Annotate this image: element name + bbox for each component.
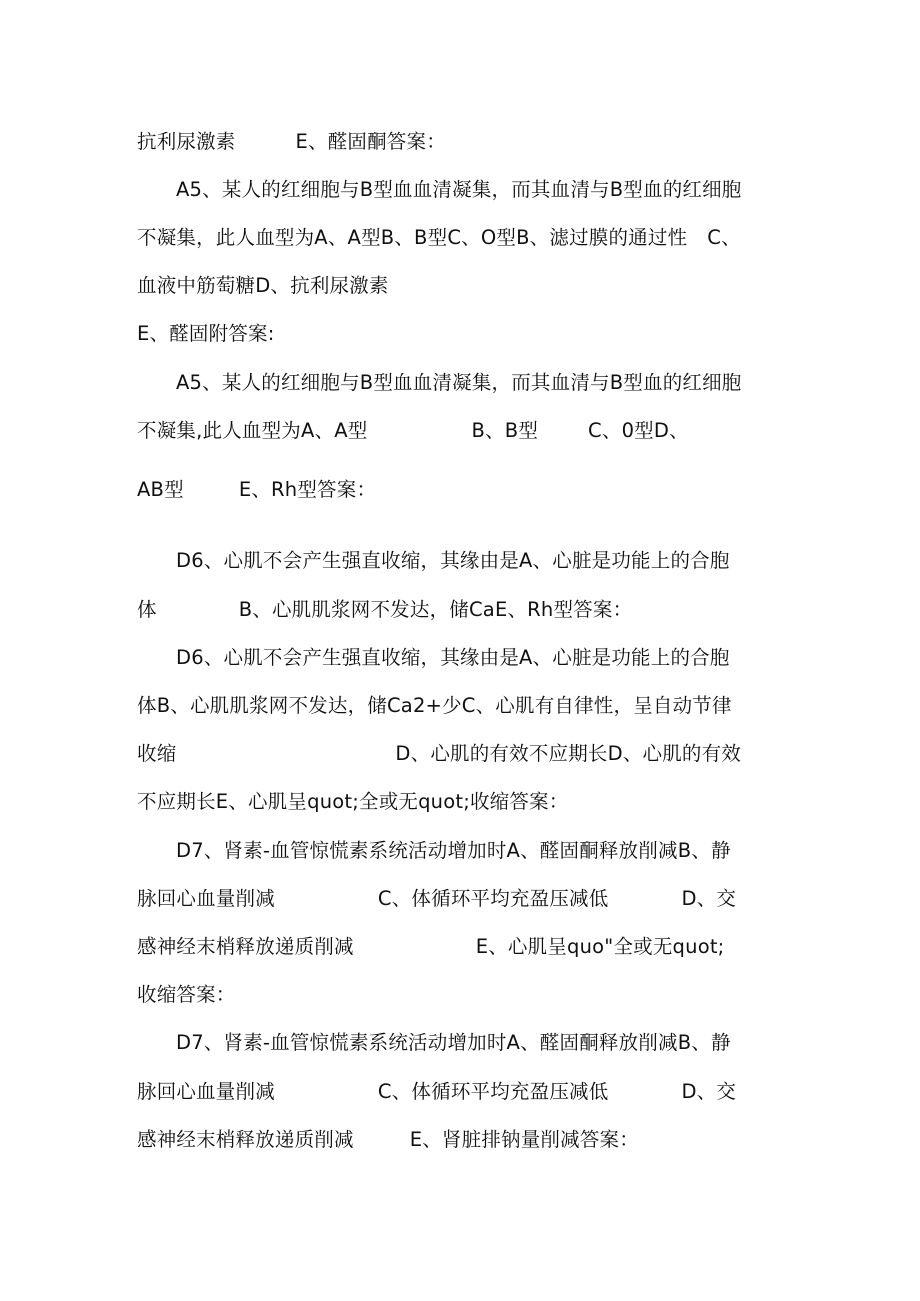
- text-line: [176, 176, 742, 204]
- text-segment: D6、心肌不会产生强直收缩，其缘由是A、心脏是功能上的合胞: [176, 646, 730, 669]
- text-segment: 血液中筋萄糖D、抗利尿激素: [137, 274, 389, 297]
- text-segment: 收缩: [137, 742, 177, 765]
- text-segment: E、醛固酮答案：: [295, 130, 446, 153]
- text-segment: D、交: [681, 1080, 737, 1103]
- text-segment: E、肾脏排钠量削减答案：: [409, 1128, 639, 1151]
- text-segment: 体B、心肌肌浆网不发达，储Ca2+少C、心肌有自律性，呈自动节律: [137, 694, 732, 717]
- text-line: [137, 788, 569, 816]
- text-segment: C、体循环平均充盈压减低: [377, 1080, 609, 1103]
- text-segment: C、0型D、: [588, 419, 689, 442]
- text-segment: D、心肌的有效不应期长D、心肌的有效: [395, 742, 742, 765]
- text-line: [137, 885, 736, 913]
- text-segment: D7、肾素-血管惊慌素系统活动增加时A、醛固酮释放削减B、静: [176, 839, 731, 862]
- text-segment: A5、某人的红细胞与B型血血清凝集，而其血清与B型血的红细胞: [176, 178, 742, 201]
- text-line: [137, 272, 389, 300]
- text-line: [176, 369, 742, 397]
- text-segment: 不凝集,此人血型为A、A型: [137, 419, 368, 442]
- text-segment: C、体循环平均充盈压减低: [377, 887, 609, 910]
- text-line: [176, 1029, 731, 1057]
- text-segment: C、: [707, 226, 741, 249]
- text-line: [137, 476, 376, 504]
- text-segment: D、交: [681, 887, 737, 910]
- text-segment: 感神经末梢释放递质削减: [137, 1128, 354, 1151]
- text-segment: D7、肾素-血管惊慌素系统活动增加时A、醛固酮释放削减B、静: [176, 1031, 731, 1054]
- text-segment: AB型: [137, 478, 184, 501]
- text-segment: A5、某人的红细胞与B型血血清凝集，而其血清与B型血的红细胞: [176, 371, 742, 394]
- text-line: [176, 837, 731, 865]
- text-line: [176, 547, 730, 575]
- text-segment: E、Rh型答案：: [238, 478, 377, 501]
- text-segment: B、心肌肌浆网不发达，储CaE、Rh型答案：: [238, 598, 633, 621]
- text-line: [137, 933, 724, 961]
- text-segment: B、B型: [471, 419, 539, 442]
- text-line: [137, 740, 741, 768]
- text-line: [137, 692, 732, 720]
- text-line: [137, 128, 446, 156]
- text-segment: 不凝集，此人血型为A、A型B、B型C、O型B、滤过膜的通过性: [137, 226, 688, 249]
- text-line: [176, 644, 730, 672]
- text-line: [137, 596, 632, 624]
- text-segment: 抗利尿激素: [137, 130, 236, 153]
- text-segment: 脉回心血量削减: [137, 887, 275, 910]
- text-segment: 体: [137, 598, 157, 621]
- text-segment: D6、心肌不会产生强直收缩，其缘由是A、心脏是功能上的合胞: [176, 549, 730, 572]
- text-segment: 感神经末梢释放递质削减: [137, 935, 354, 958]
- text-segment: 不应期长E、心肌呈quot;全或无quot;收缩答案：: [137, 790, 569, 813]
- text-segment: 脉回心血量削减: [137, 1080, 275, 1103]
- text-line: [137, 981, 236, 1009]
- text-line: [137, 320, 275, 348]
- text-line: [137, 224, 741, 252]
- text-segment: E、心肌呈quo"全或无quot;: [475, 935, 725, 958]
- text-line: [137, 1126, 639, 1154]
- text-segment: E、醛固附答案:: [137, 322, 275, 345]
- text-line: [137, 1078, 736, 1106]
- text-segment: 收缩答案：: [137, 983, 236, 1006]
- text-line: [137, 417, 689, 445]
